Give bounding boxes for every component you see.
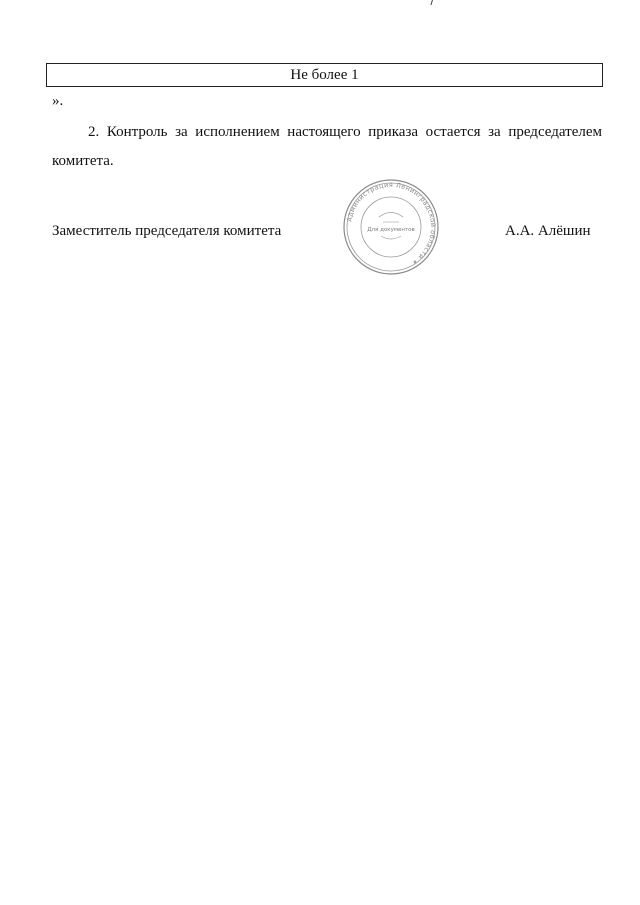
svg-text:Администрация Ленинградской об: Администрация Ленинградской области ✶	[345, 180, 438, 267]
page-corner-mark	[429, 0, 435, 6]
table-cell-text: Не более 1	[290, 67, 359, 83]
official-seal-stamp	[341, 178, 441, 276]
closing-quote: ».	[52, 93, 64, 109]
paragraph-control-clause: 2. Контроль за исполнением настоящего приказа остается за председателем комитета.	[52, 124, 602, 169]
table-last-row-cell	[46, 63, 603, 87]
signer-position: Заместитель председателя комитета	[52, 223, 282, 239]
svg-text:Для документов: Для документов	[367, 227, 415, 233]
signer-name: А.А. Алёшин	[505, 223, 591, 239]
